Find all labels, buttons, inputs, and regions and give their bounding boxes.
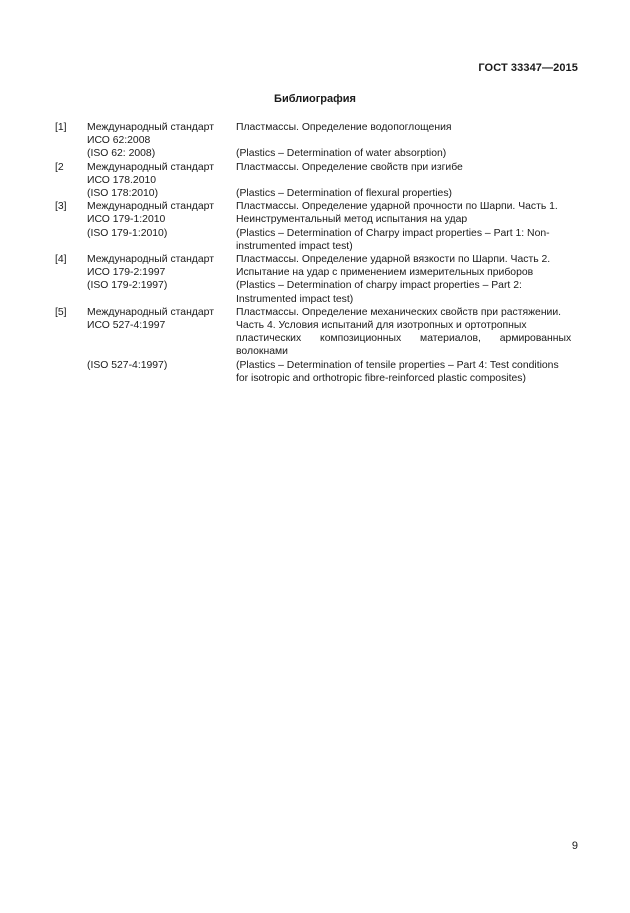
entry-reference: Международный стандарт: [87, 122, 214, 133]
entry-title: Неинструментальный метод испытания на удар: [236, 214, 468, 226]
bibliography-list: [55, 121, 580, 385]
entry-reference: ИСО 62:2008: [87, 135, 151, 147]
entry-reference: ИСО 179-2:1997: [87, 267, 166, 279]
bibliography-line: [55, 319, 580, 332]
bibliography-line: [55, 227, 580, 240]
entry-title: [236, 174, 580, 187]
entry-title: волокнами: [236, 346, 288, 358]
bibliography-line: [55, 200, 580, 213]
entry-reference: ИСО 527-4:1997: [87, 320, 166, 332]
entry-title: [236, 134, 580, 147]
standard-header: ГОСТ 33347—2015: [478, 62, 578, 74]
bibliography-line: [55, 359, 580, 372]
entry-title: instrumented impact test): [236, 240, 353, 252]
bibliography-line: [55, 253, 580, 266]
entry-title: (Plastics – Determination of flexural properties): [236, 188, 452, 200]
bibliography-line: [55, 293, 580, 306]
bibliography-line: [55, 279, 580, 292]
entry-title: for isotropic and orthotropic fibre-reinforced plastic composites): [236, 372, 526, 384]
entry-reference: Международный стандарт: [87, 161, 214, 173]
entry-reference: [87, 293, 236, 306]
entry-number: [5]: [55, 306, 67, 318]
entry-title: Instrumented impact test): [236, 293, 354, 305]
page-number: 9: [571, 840, 578, 852]
entry-reference: (ISO 179-2:1997): [87, 280, 168, 292]
bibliography-line: [55, 240, 580, 253]
entry-title: Пластмассы. Определение ударной прочности по Шарпи. Часть 1.: [236, 201, 558, 213]
entry-reference: (ISO 62: 2008): [87, 148, 156, 160]
bibliography-title: Библиография: [274, 93, 356, 105]
entry-reference: Международный стандарт: [87, 254, 214, 266]
bibliography-line: [55, 147, 580, 160]
entry-number: [2: [55, 161, 64, 173]
entry-number: [4]: [55, 254, 67, 266]
entry-reference: [87, 240, 236, 253]
entry-title: пластических композиционных материалов, армированных: [236, 333, 572, 345]
entry-reference: ИСО 179-1:2010: [87, 214, 166, 226]
bibliography-line: [55, 161, 580, 174]
entry-reference: Международный стандарт: [87, 306, 214, 318]
entry-title: Пластмассы. Определение свойств при изгибе: [236, 161, 463, 173]
entry-reference: [87, 372, 236, 385]
entry-title: Часть 4. Условия испытаний для изотропных и ортотропных: [236, 320, 527, 332]
entry-title: Пластмассы. Определение механических свойств при растяжении.: [236, 306, 562, 318]
entry-title: (Plastics – Determination of charpy impact properties – Part 2:: [236, 280, 522, 292]
bibliography-line: [55, 345, 580, 358]
entry-number: [1]: [55, 122, 67, 133]
entry-reference: (ISO 179-1:2010): [87, 227, 168, 239]
entry-title: (Plastics – Determination of water absorption): [236, 148, 447, 160]
entry-title: Испытание на удар с применением измерительных приборов: [236, 267, 534, 279]
entry-reference: (ISO 178:2010): [87, 188, 159, 200]
entry-title: Пластмассы. Определение водопоглощения: [236, 122, 452, 133]
bibliography-line: [55, 187, 580, 200]
bibliography-line: [55, 134, 580, 147]
entry-title: Пластмассы. Определение ударной вязкости по Шарпи. Часть 2.: [236, 254, 551, 266]
bibliography-line: [55, 213, 580, 226]
bibliography-line: [55, 306, 580, 319]
entry-reference: [87, 345, 236, 358]
entry-reference: [87, 332, 236, 345]
bibliography-line: [55, 121, 580, 134]
entry-title: (Plastics – Determination of tensile properties – Part 4: Test conditions: [236, 359, 559, 371]
entry-title: (Plastics – Determination of Charpy impact properties – Part 1: Non-: [236, 227, 550, 239]
bibliography-line: [55, 266, 580, 279]
bibliography-line: [55, 174, 580, 187]
entry-reference: Международный стандарт: [87, 201, 214, 213]
bibliography-line: [55, 332, 580, 345]
entry-reference: ИСО 178.2010: [87, 174, 157, 186]
entry-number: [3]: [55, 201, 67, 213]
bibliography-line: [55, 372, 580, 385]
entry-reference: (ISO 527-4:1997): [87, 359, 168, 371]
